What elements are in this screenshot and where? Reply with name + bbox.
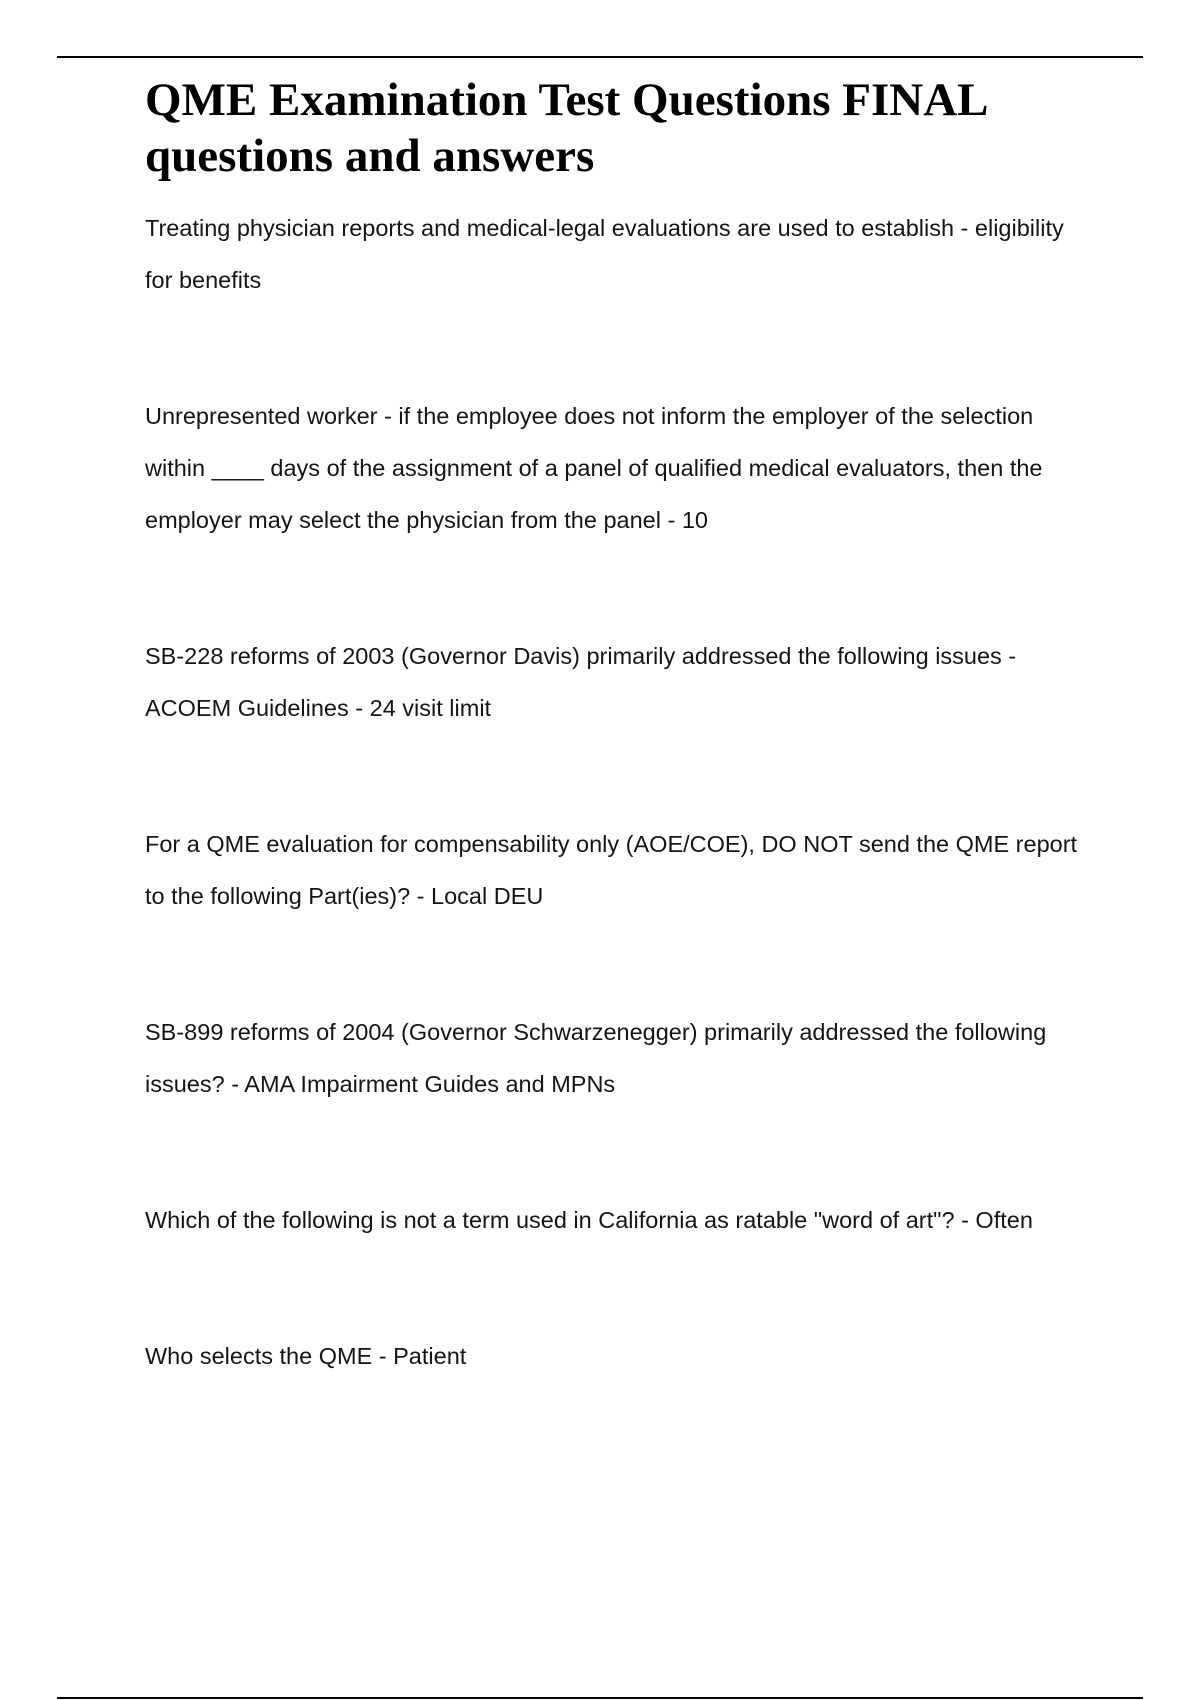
document-title: QME Examination Test Questions FINAL questions and answers (145, 74, 986, 182)
qa-item: For a QME evaluation for compensability only (AOE/COE), DO NOT send the QME report to the following Part(ies)? - Local DEU (145, 831, 1078, 909)
qa-item: SB-899 reforms of 2004 (Governor Schwarzenegger) primarily addressed the following issues? - AMA Impairment Guides and MPNs (145, 1019, 1047, 1097)
qa-item: Treating physician reports and medical-legal evaluations are used to establish - eligibility for benefits (145, 215, 1064, 293)
top-rule (57, 56, 1143, 58)
qa-item: SB-228 reforms of 2003 (Governor Davis) primarily addressed the following issues - ACOEM Guidelines - 24 visit limit (145, 643, 1017, 721)
qa-item: Who selects the QME - Patient (145, 1343, 467, 1369)
qa-item: Which of the following is not a term used in California as ratable "word of art"? - Often (145, 1207, 1033, 1233)
qa-list (145, 202, 1085, 1382)
qa-item: Unrepresented worker - if the employee does not inform the employer of the selection within ____ days of the assignment of a panel of qualified medical evaluators, then the employer may select the physician from the panel - 10 (145, 403, 1043, 533)
bottom-rule (57, 1697, 1143, 1699)
document-body (145, 72, 1085, 1466)
